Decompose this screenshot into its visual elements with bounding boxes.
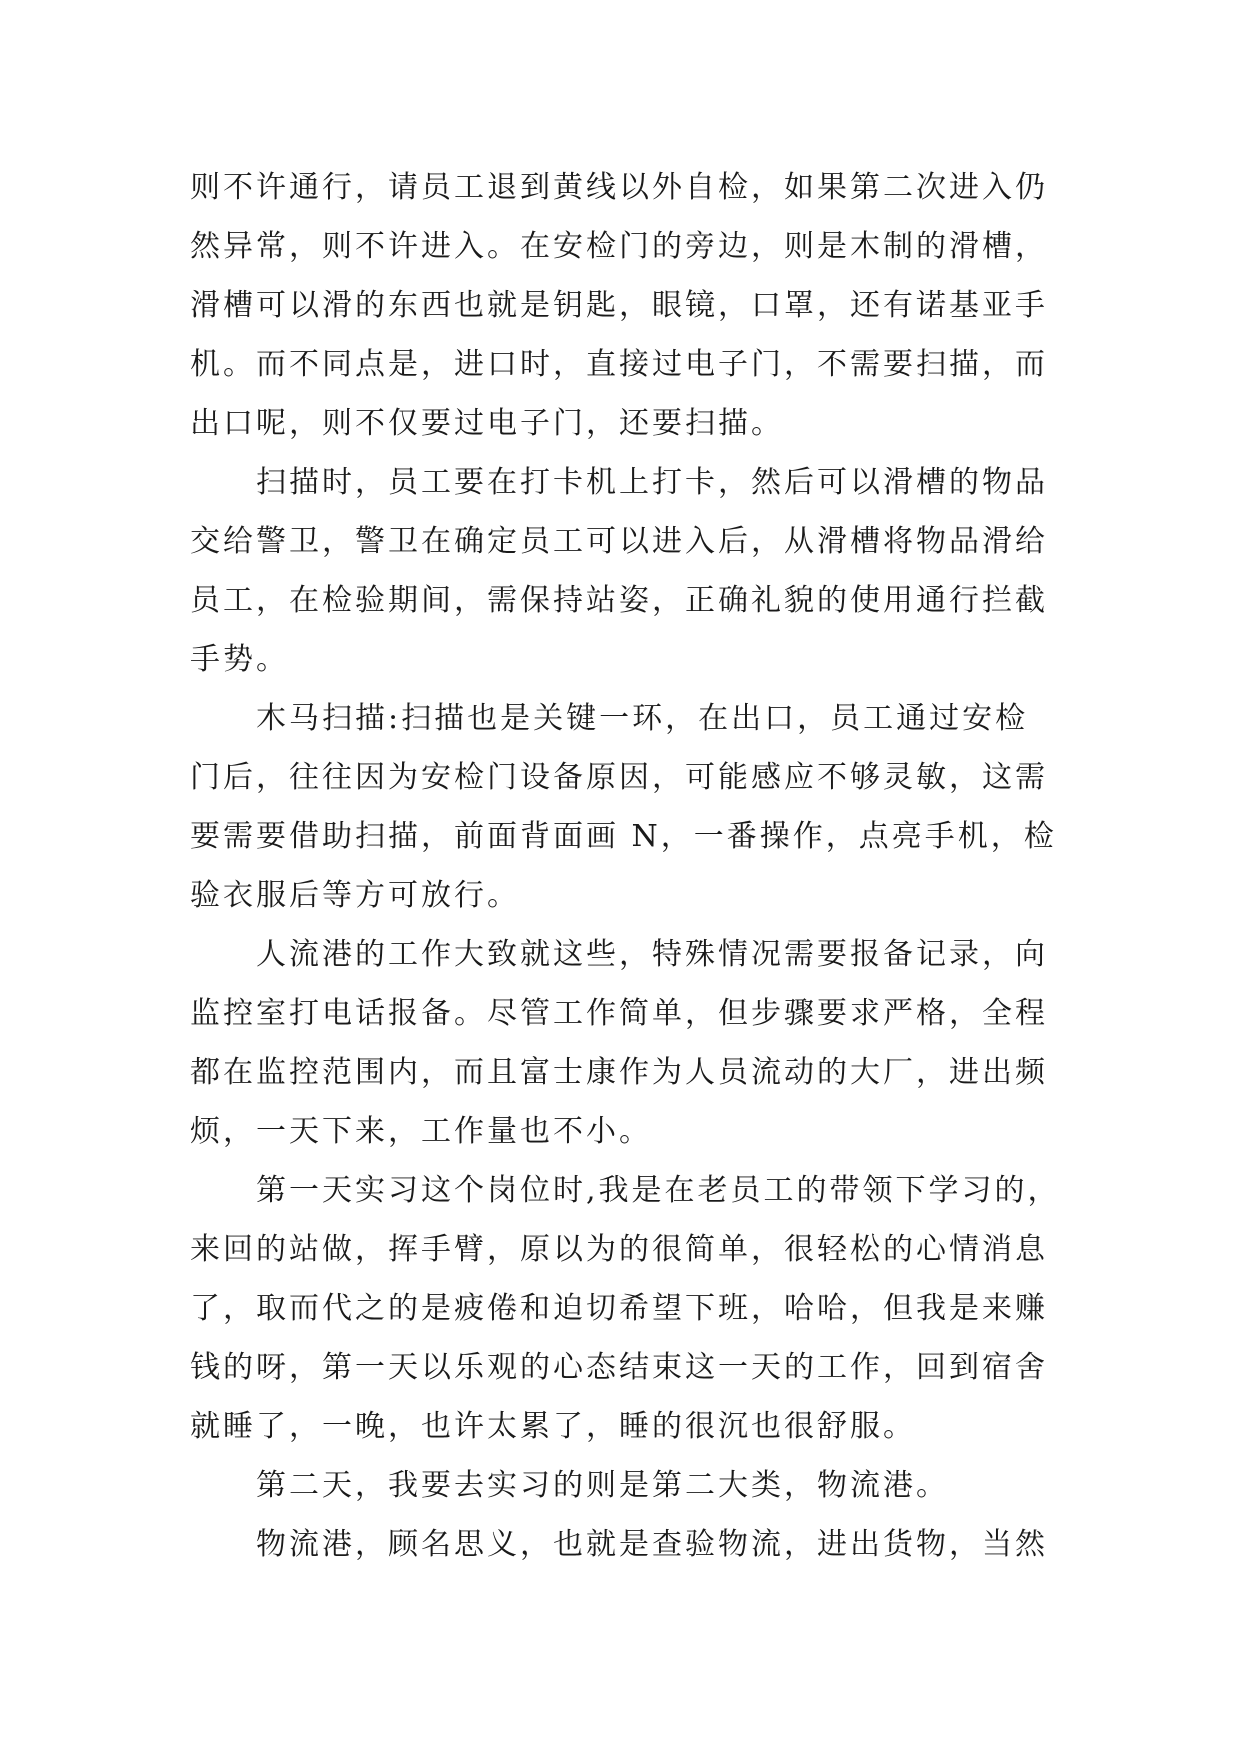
text-line: 就睡了，一晚，也许太累了，睡的很沉也很舒服。 — [190, 1409, 916, 1444]
text-line: 来回的站做，挥手臂，原以为的很简单，很轻松的心情消息 — [190, 1232, 1048, 1267]
text-line: 则不许通行，请员工退到黄线以外自检，如果第二次进入仍 — [190, 170, 1048, 205]
text-line: 然异常，则不许进入。在安检门的旁边，则是木制的滑槽， — [190, 229, 1048, 264]
text-line: 了，取而代之的是疲倦和迫切希望下班，哈哈，但我是来赚 — [190, 1291, 1048, 1326]
paragraph-start-line: 木马扫描:扫描也是关键一环，在出口，员工通过安检 — [256, 701, 1029, 736]
text-line: 钱的呀，第一天以乐观的心态结束这一天的工作，回到宿舍 — [190, 1350, 1048, 1385]
text-line: 机。而不同点是，进口时，直接过电子门，不需要扫描，而 — [190, 347, 1048, 382]
text-line: 出口呢，则不仅要过电子门，还要扫描。 — [190, 406, 784, 441]
paragraph-start-line: 人流港的工作大致就这些，特殊情况需要报备记录，向 — [256, 937, 1048, 972]
text-line: 门后，往往因为安检门设备原因，可能感应不够灵敏，这需 — [190, 760, 1048, 795]
text-line: 员工，在检验期间，需保持站姿，正确礼貌的使用通行拦截 — [190, 583, 1048, 618]
text-line: 监控室打电话报备。尽管工作简单，但步骤要求严格，全程 — [190, 996, 1048, 1031]
text-line: 要需要借助扫描，前面背面画 N，一番操作，点亮手机，检 — [190, 819, 1057, 854]
body-text — [190, 158, 1070, 1574]
text-line: 滑槽可以滑的东西也就是钥匙，眼镜，口罩，还有诺基亚手 — [190, 288, 1048, 323]
text-line: 烦，一天下来，工作量也不小。 — [190, 1114, 652, 1149]
text-line: 交给警卫，警卫在确定员工可以进入后，从滑槽将物品滑给 — [190, 524, 1048, 559]
paragraph-start-line: 物流港，顾名思义，也就是查验物流，进出货物，当然 — [256, 1527, 1048, 1562]
paragraph-start-line: 第二天，我要去实习的则是第二大类，物流港。 — [256, 1468, 949, 1503]
paragraph-start-line: 扫描时，员工要在打卡机上打卡，然后可以滑槽的物品 — [256, 465, 1048, 500]
text-line: 验衣服后等方可放行。 — [190, 878, 520, 913]
paragraph-start-line: 第一天实习这个岗位时,我是在老员工的带领下学习的， — [256, 1173, 1061, 1208]
text-line: 都在监控范围内，而且富士康作为人员流动的大厂，进出频 — [190, 1055, 1048, 1090]
text-line: 手势。 — [190, 642, 289, 677]
